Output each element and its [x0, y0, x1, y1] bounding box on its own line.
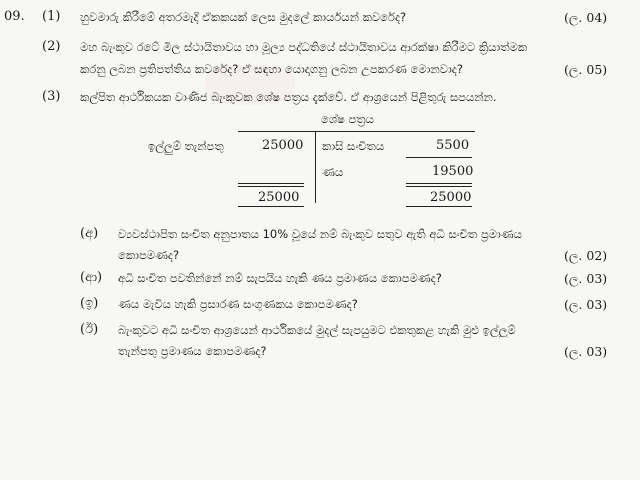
part-aa-label: (ආ)	[80, 270, 103, 285]
right-item-value-cash-reserve: 5500	[436, 138, 470, 153]
right-subtotal-rule	[406, 157, 472, 158]
left-total-rule-2	[238, 186, 304, 187]
part-a-label: (අ)	[80, 226, 99, 241]
q2-line2: කරනු ලබන ප්‍රතිපත්තිය කවරේද? ඒ සඳහා යොදාගනු ලබන උපකරණ මොනවාද?	[80, 62, 463, 76]
part-a-line1: ව්‍යවස්ථාපිත සංචිත අනුපාතය 10% වූයේ නම් බැංකුව සතුව ඇති අධි සංචිත ප්‍රමාණය	[118, 227, 522, 241]
q1-text: හුවමාරු කිරීමේ අතරමැදි ඒකකයක් ලෙස මුදලේ කාර්යයන් කවරේද?	[80, 10, 407, 24]
left-total: 25000	[258, 190, 300, 205]
right-total-rule-1	[406, 183, 472, 184]
part-ii-marks: (ල. 03)	[564, 344, 608, 359]
q1-label: (1)	[42, 9, 61, 24]
right-item-label-cash-reserve: කාසි සංචිතය	[322, 139, 385, 153]
right-total: 25000	[430, 190, 472, 205]
q2-label: (2)	[42, 39, 61, 54]
q3-text: කල්පිත ආර්ථිකයක වාණිජ බැංකුවක ශේෂ පත්‍රය දැක්වේ. ඒ ආශ්‍රයෙන් පිළිතුරු සපයන්න.	[80, 90, 497, 104]
question-number: 09.	[4, 9, 25, 24]
right-item-value-loans: 19500	[432, 164, 474, 179]
part-a-marks: (ල. 02)	[564, 248, 608, 263]
t-account-top-rule	[238, 131, 475, 132]
part-a-line2: කොපමණද?	[118, 248, 180, 262]
part-ii-label: (ඊ)	[80, 322, 99, 337]
part-i-line1: ණය මැවිය හැකි ප්‍රසාරණ සංගුණකය කොපමණද?	[118, 297, 358, 311]
balance-sheet-title: ශේෂ පත්‍රය	[321, 112, 374, 126]
right-total-rule-2	[406, 186, 472, 187]
t-account-center-rule	[315, 131, 316, 203]
q2-line1: මහ බැංකුව රටේ මිල ස්ථායිතාවය හා මූල්‍ය පද්ධතියේ ස්ථායිතාවය ආරක්ෂා කිරීමට ක්‍රියාත්මක	[80, 40, 528, 54]
part-ii-line1: බැංකුවට අධි සංචිත ආශ්‍රයෙන් ආර්ථිකයේ මුදල් සැපයුමට එකතුකළ හැකි මුළු ඉල්ලුම්	[118, 323, 516, 337]
part-i-label: (ඉ)	[80, 296, 99, 311]
part-aa-line1: අධි සංචිත පවතින්නේ නම් සැපයිය හැකි ණය ප්‍රමාණය කොපමණද?	[118, 271, 442, 285]
part-aa-marks: (ල. 03)	[564, 271, 608, 286]
left-item-label: ඉල්ලුම් තැන්පතු	[148, 139, 224, 153]
part-i-marks: (ල. 03)	[564, 297, 608, 312]
q2-marks: (ල. 05)	[564, 62, 608, 77]
right-item-label-loans: ණය	[322, 165, 344, 179]
q3-label: (3)	[42, 89, 61, 104]
left-total-underline	[238, 206, 304, 207]
left-total-rule-1	[238, 183, 304, 184]
q1-marks: (ල. 04)	[564, 10, 608, 25]
left-item-value: 25000	[262, 138, 304, 153]
part-ii-line2: තැන්පතු ප්‍රමාණය කොපමණද?	[118, 344, 267, 358]
right-total-underline	[406, 206, 472, 207]
